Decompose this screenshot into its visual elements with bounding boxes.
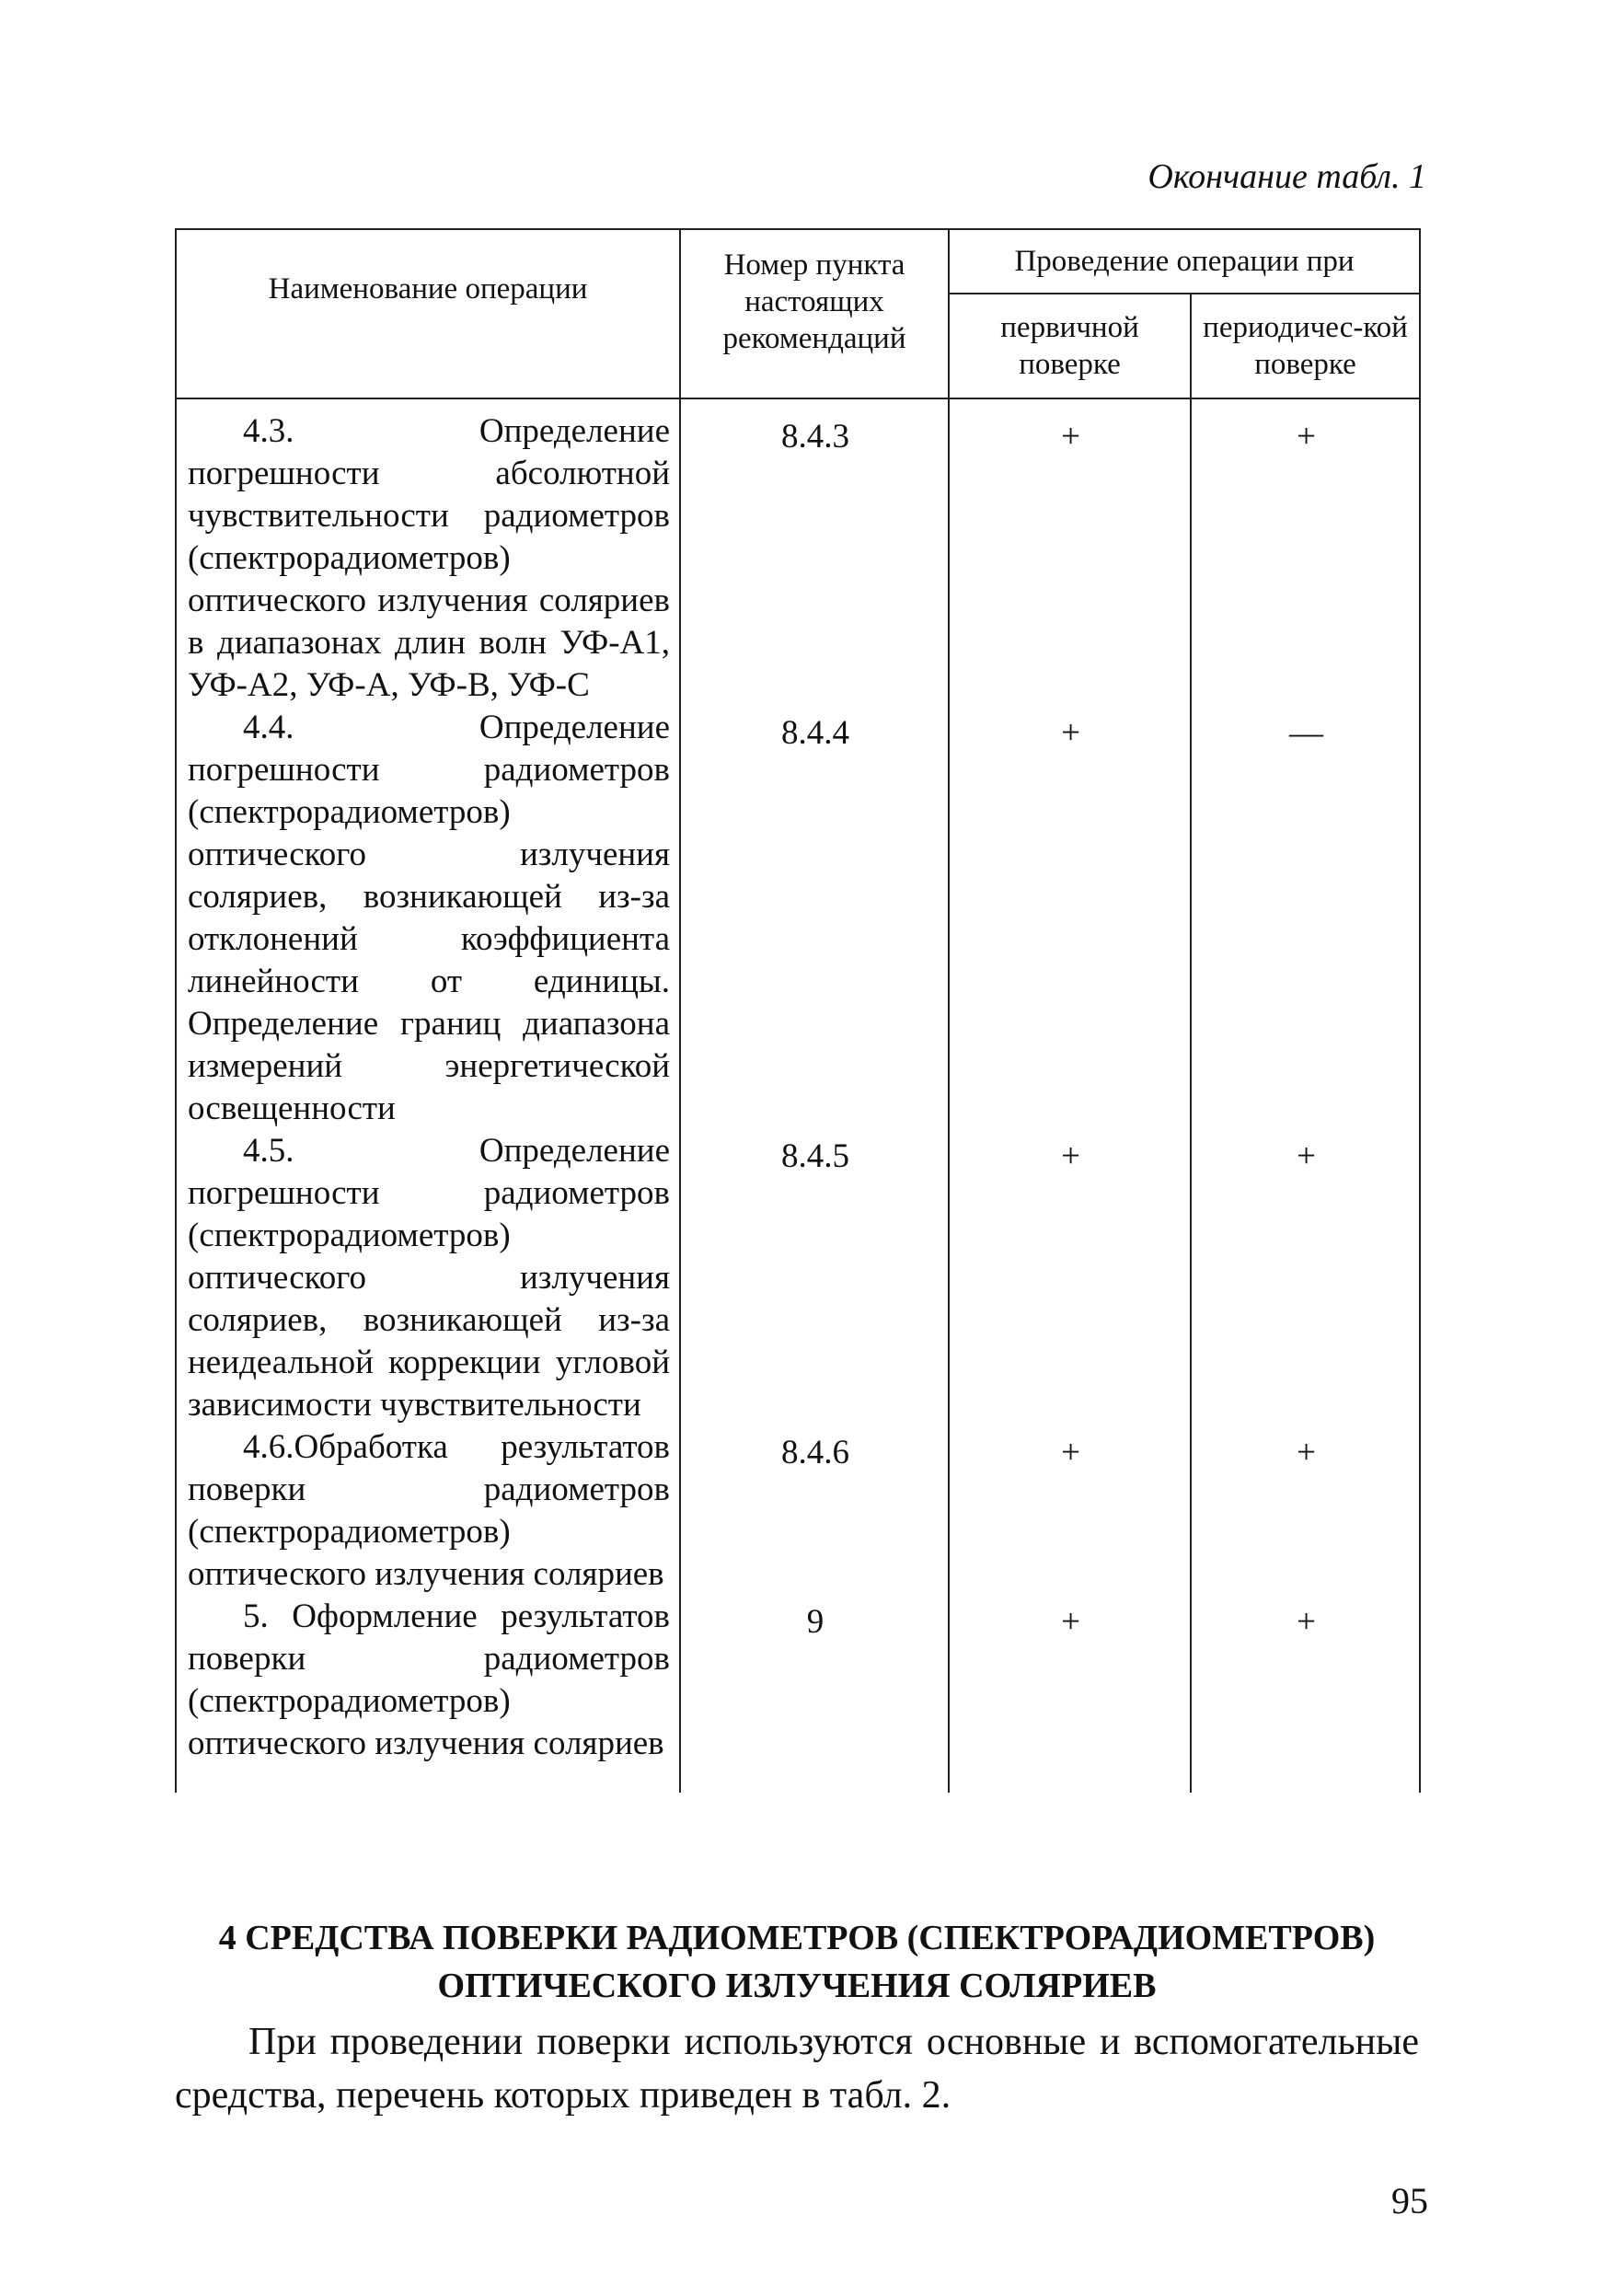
periodic-mark: + [1191,398,1420,707]
clause-number: 8.4.6 [680,1426,949,1596]
primary-mark: + [949,1426,1191,1596]
operations-table [175,228,1421,1793]
table-row [176,707,1420,1130]
operation-name: 4.5. Определение погрешности радиометров (спектрорадиометров) оптического излучения соляриев, возникающей из-за неидеальной коррекции угловой зависимости чувствительности [176,1130,680,1426]
table-row [176,1426,1420,1596]
table-row [176,1596,1420,1793]
periodic-mark: — [1191,707,1420,1130]
periodic-mark: + [1191,1426,1420,1596]
header-periodic: периодичес-кой поверке [1191,294,1420,398]
operation-name: 5. Оформление результатов поверки радиометров (спектрорадиометров) оптического излучения соляриев [176,1596,680,1793]
clause-number: 9 [680,1596,949,1793]
operation-name: 4.6.Обработка результатов поверки радиометров (спектрорадиометров) оптического излучения соляриев [176,1426,680,1596]
header-clause-number: Номер пункта настоящих рекомендаций [680,229,949,398]
operation-name: 4.4. Определение погрешности радиометров (спектрорадиометров) оптического излучения соляриев, возникающей из-за отклонений коэффициента линейности от единицы. Определение границ диапазона измерений энергетической освещенности [176,707,680,1130]
periodic-mark: + [1191,1596,1420,1793]
clause-number: 8.4.3 [680,398,949,707]
clause-number: 8.4.4 [680,707,949,1130]
primary-mark: + [949,1130,1191,1426]
clause-number: 8.4.5 [680,1130,949,1426]
header-primary: первичной поверке [949,294,1191,398]
section-paragraph: При проведении поверки используются основные и вспомогательные средства, перечень которых приведен в табл. 2. [175,2021,1419,2117]
table-row [176,398,1420,707]
primary-mark: + [949,1596,1191,1793]
primary-mark: + [949,398,1191,707]
table-caption: Окончание табл. 1 [1147,157,1426,196]
header-operation-name: Наименование операции [176,229,680,398]
periodic-mark: + [1191,1130,1420,1426]
page-number: 95 [1391,2180,1428,2221]
table-row [176,1130,1420,1426]
primary-mark: + [949,707,1191,1130]
section-heading: 4 СРЕДСТВА ПОВЕРКИ РАДИОМЕТРОВ (СПЕКТРОРАДИОМЕТРОВ) ОПТИЧЕСКОГО ИЗЛУЧЕНИЯ СОЛЯРИЕВ [218,1919,1376,2005]
operation-name: 4.3. Определение погрешности абсолютной чувствительности радиометров (спектрорадиометров) оптического излучения соляриев в диапазонах длин волн УФ-А1, УФ-А2, УФ-А, УФ-В, УФ-С [176,398,680,707]
header-conduct: Проведение операции при [949,229,1420,294]
